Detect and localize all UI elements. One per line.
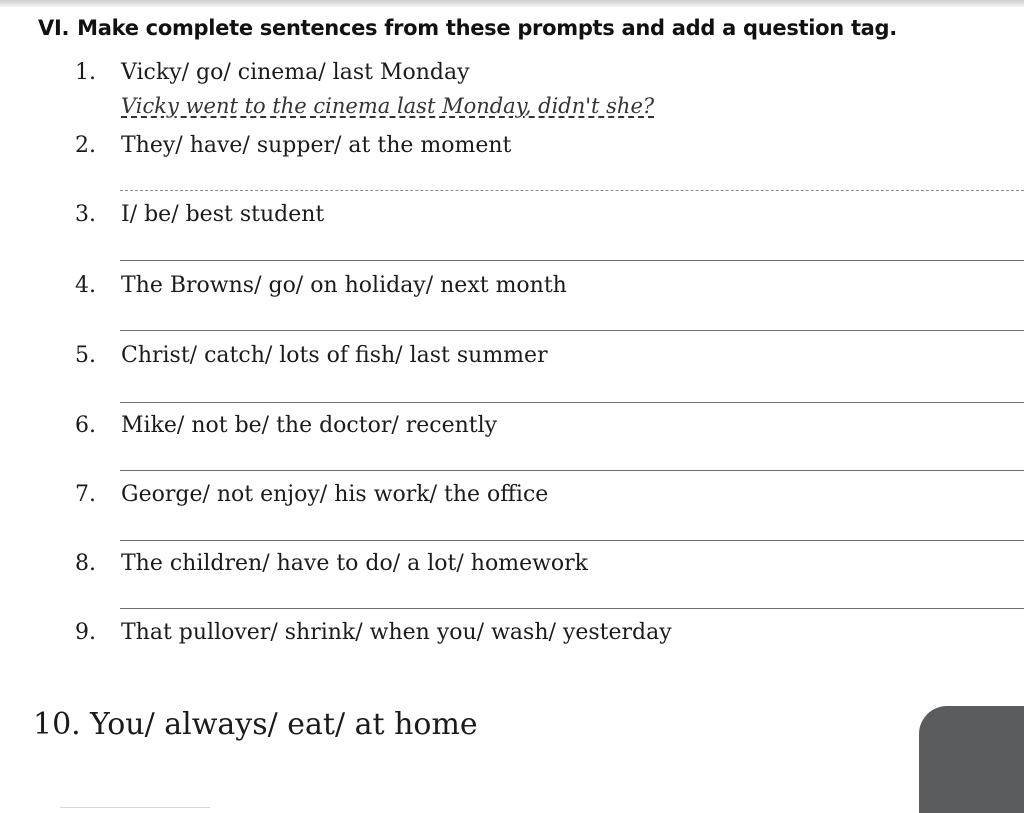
list-item bbox=[75, 551, 588, 576]
answer-line[interactable] bbox=[120, 260, 1024, 261]
answer-line[interactable] bbox=[120, 608, 1024, 609]
item-prompt: Mike/ not be/ the doctor/ recently bbox=[121, 413, 498, 438]
answer-line[interactable] bbox=[120, 402, 1024, 403]
item-number: 2. bbox=[75, 133, 96, 158]
exercise-instruction: Make complete sentences from these prompts and add a question tag. bbox=[77, 16, 897, 40]
list-item bbox=[75, 273, 567, 298]
item-number: 6. bbox=[75, 413, 96, 438]
item-prompt: The children/ have to do/ a lot/ homework bbox=[121, 551, 589, 576]
list-item bbox=[75, 60, 470, 85]
example-answer: Vicky went to the cinema last Monday, didn't she? bbox=[121, 94, 655, 118]
item-prompt: George/ not enjoy/ his work/ the office bbox=[121, 482, 549, 507]
list-item bbox=[75, 202, 324, 227]
item-number: 8. bbox=[75, 551, 96, 576]
item-prompt: You/ always/ eat/ at home bbox=[90, 707, 478, 742]
answer-line[interactable] bbox=[120, 330, 1024, 331]
item-number: 7. bbox=[75, 482, 96, 507]
answer-line[interactable] bbox=[120, 470, 1024, 471]
faint-line bbox=[60, 807, 210, 808]
photo-edge-shadow bbox=[919, 706, 1024, 813]
item-number: 9. bbox=[75, 620, 96, 645]
page-top-edge bbox=[0, 0, 1024, 7]
answer-line[interactable] bbox=[120, 540, 1024, 541]
list-item bbox=[75, 413, 497, 438]
list-item bbox=[33, 707, 478, 742]
list-item bbox=[75, 620, 672, 645]
item-prompt: That pullover/ shrink/ when you/ wash/ yesterday bbox=[121, 620, 672, 645]
item-number: 10. bbox=[33, 707, 81, 742]
list-item bbox=[75, 482, 548, 507]
item-number: 1. bbox=[75, 60, 96, 85]
item-prompt: The Browns/ go/ on holiday/ next month bbox=[121, 273, 567, 298]
item-number: 4. bbox=[75, 273, 96, 298]
list-item bbox=[75, 133, 511, 158]
item-prompt: I/ be/ best student bbox=[121, 202, 325, 227]
answer-line[interactable] bbox=[120, 190, 1024, 191]
exercise-number: VI. bbox=[38, 16, 70, 40]
item-prompt: They/ have/ supper/ at the moment bbox=[121, 133, 512, 158]
item-number: 5. bbox=[75, 343, 96, 368]
item-prompt: Vicky/ go/ cinema/ last Monday bbox=[121, 60, 470, 85]
list-item bbox=[75, 343, 548, 368]
item-number: 3. bbox=[75, 202, 96, 227]
item-prompt: Christ/ catch/ lots of fish/ last summer bbox=[121, 343, 548, 368]
exercise-heading bbox=[38, 16, 897, 40]
